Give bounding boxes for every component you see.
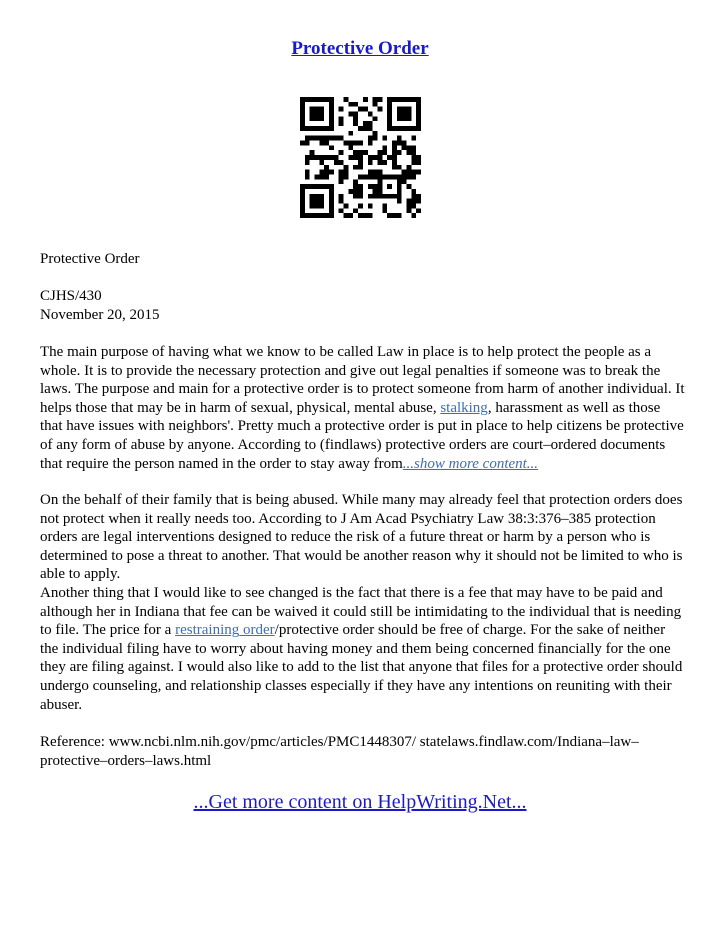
document-date: November 20, 2015 [40,307,160,323]
paragraph-3-text-a: Another thing that I would like to see changed is the fact that there is a fee that may have to be paid and although her in Indiana that fee can be waived it could still be intimidating to the individual that is needing to file. The price for a [40,585,682,639]
reference-text: Reference: www.ncbi.nlm.nih.gov/pmc/articles/PMC1448307/ statelaws.findlaw.com/Indiana–law–protective–orders–laws.html [40,734,639,769]
paragraph-3 [40,584,685,714]
paragraph-2 [40,491,685,584]
paragraph-1 [40,343,685,473]
stalking-link[interactable]: stalking [440,399,488,416]
document-title-header [0,38,720,60]
get-more-content [0,791,720,814]
order-link[interactable]: order [243,622,275,639]
restraining-link[interactable]: restraining [175,622,240,639]
title-link[interactable]: Protective Order [291,38,429,59]
qr-code-icon [300,97,421,218]
paragraph-2-text: On the behalf of their family that is being abused. While many may already feel that protection orders does not protect when it really needs too. According to J Am Acad Psychiatry Law 38:3:376–385 protection orders are legal interventions designed to reduce the risk of a future threat or harm by a person who is determined to pose a threat to another. That would be another reason why it should not be limited to who is able to apply. [40,492,683,583]
paragraph-1-text-a: The main purpose of having what we know to be called Law in place is to help protect the people as a whole. It is to provide the necessary protection and give out legal penalties if someone was to break the laws. The purpose and main for a protective order is to protect someone from harm of another individual. It helps those that may be in harm of sexual, physical, mental abuse, [40,344,685,416]
paragraph-3-text-b: /protective order should be free of charge. For the sake of neither the individual filing have to worry about having money and them being concerned financially for the one they are filing against. I would also like to add to the list that anyone that files for a protective order should undergo counseling, and relationship classes especially if they have any intentions on reuniting with their abuser. [40,622,683,713]
paragraph-1-text-b: , harassment as well as those that have issues with neighbors'. Pretty much a protective order is put in place to help citizens be protective of any form of abuse by anyone. According to (findlaws) protective orders are court–ordered documents that require the person named in the order to stay away from [40,399,684,472]
show-more-link[interactable]: ...show more content... [402,455,539,472]
course-code: CJHS/430 [40,288,102,304]
get-more-content-link[interactable]: ...Get more content on HelpWriting.Net... [193,791,527,813]
doc-title: Protective Order [40,251,140,267]
